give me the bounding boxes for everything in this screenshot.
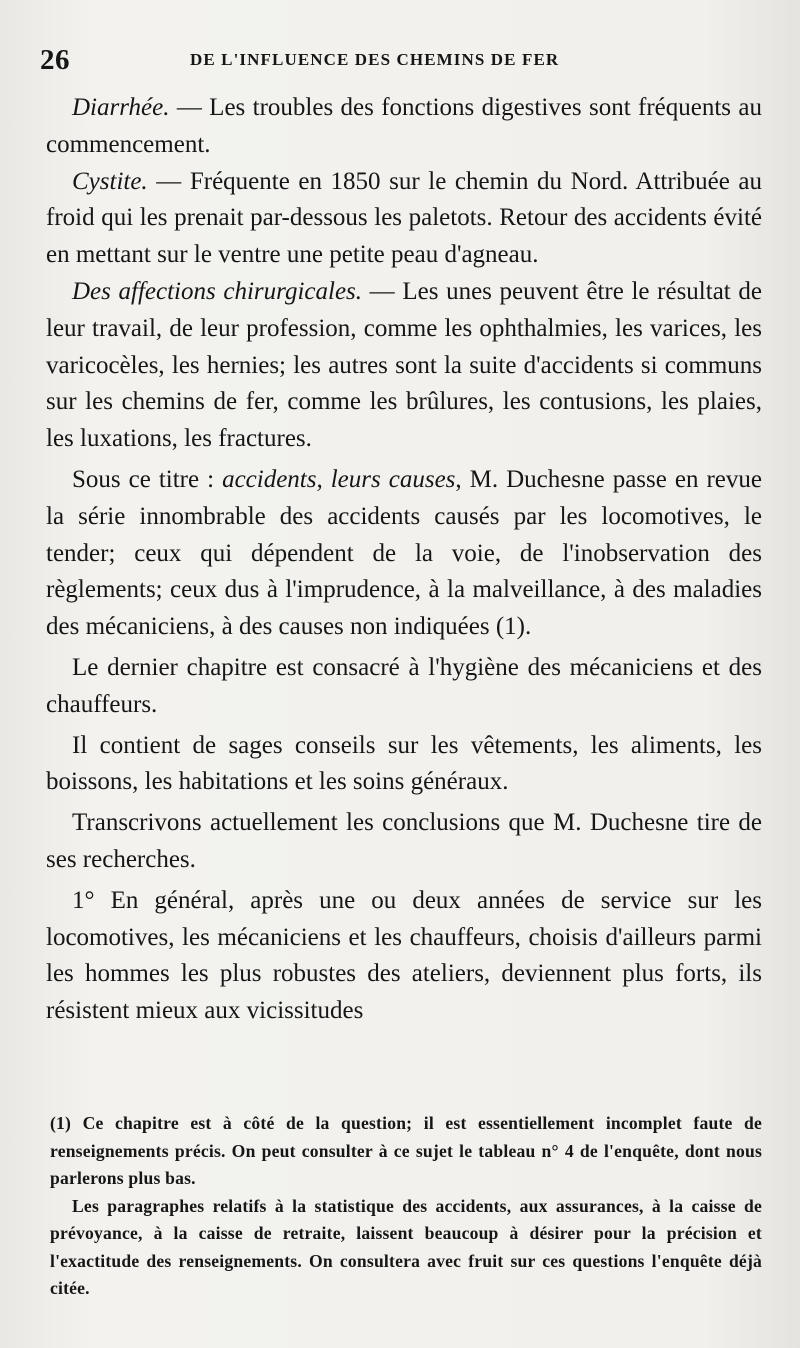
paragraph-dernier-chapitre: Le dernier chapitre est consacré à l'hygiène des mécaniciens et des chauffeurs. (46, 653, 762, 718)
paragraph-cystite (46, 164, 762, 274)
page-number: 26 (40, 44, 70, 76)
paragraph-diarrhee (46, 90, 762, 164)
term-diarrhee: Diarrhée. (72, 94, 170, 121)
paragraph-conseils: Il contient de sages conseils sur les vêtements, les aliments, les boissons, les habitations et les soins généraux. (46, 731, 762, 796)
footnote-1: (1) Ce chapitre est à côté de la question; il est essentiellement incomplet faute de renseignements précis. On peut consulter à ce sujet le tableau n° 4 de l'enquête, dont nous parlerons plus bas. (50, 1113, 762, 1188)
text-affections: — Les unes peuvent être le résultat de leur travail, de leur profession, comme les ophthalmies, les varices, les varicocèles, les hernies; les autres sont la suite d'accidents si communs sur les chemins de fer, comme les brûlures, les contusions, les plaies, les luxations, les fractures. (46, 277, 762, 453)
intro-sous-ce-titre: Sous ce titre : (72, 465, 223, 493)
text-diarrhee: — Les troubles des fonctions digestives sont fréquents au commencement. (46, 94, 762, 158)
running-head: DE L'INFLUENCE DES CHEMINS DE FER (190, 50, 560, 69)
term-leurs-causes: leurs causes (330, 465, 456, 493)
term-accidents: accidents, (222, 465, 331, 493)
body-text (46, 90, 762, 1030)
footnote-2: Les paragraphes relatifs à la statistique des accidents, aux assurances, à la caisse de prévoyance, à la caisse de retraite, laissent beaucoup à désirer pour la précision et l'exactitude des renseignements. On consultera avec fruit sur ces questions l'enquête déjà citée. (50, 1195, 762, 1298)
footnotes (50, 1110, 762, 1303)
term-affections: Des affections chirurgicales. (72, 277, 363, 305)
paragraph-affections (46, 274, 762, 458)
paragraph-sous-ce-titre (46, 462, 762, 646)
page-header (40, 44, 760, 80)
term-cystite: Cystite. (72, 167, 148, 195)
paragraph-transcrivons: Transcrivons actuellement les conclusions que M. Duchesne tire de ses recherches. (46, 809, 762, 873)
text-sous-ce-titre: , M. Duchesne passe en revue la série innombrable des accidents causés par les locomotives, le tender; ceux qui dépendent de la voie, de l'inobservation des règlements; ceux dus à l'imprudence, à la malveillance, à des maladies des mécaniciens, à des causes non indiquées (1). (46, 465, 762, 641)
paragraph-conclusion-1: 1° En général, après une ou deux années de service sur les locomotives, les mécaniciens et les chauffeurs, choisis d'ailleurs parmi les hommes les plus robustes des ateliers, deviennent plus forts, ils résistent mieux aux vicissitudes (46, 886, 762, 1025)
text-cystite: — Fréquente en 1850 sur le chemin du Nord. Attribuée au froid qui les prenait par-dessous les paletots. Retour des accidents évité en mettant sur le ventre une petite peau d'agneau. (46, 167, 762, 269)
